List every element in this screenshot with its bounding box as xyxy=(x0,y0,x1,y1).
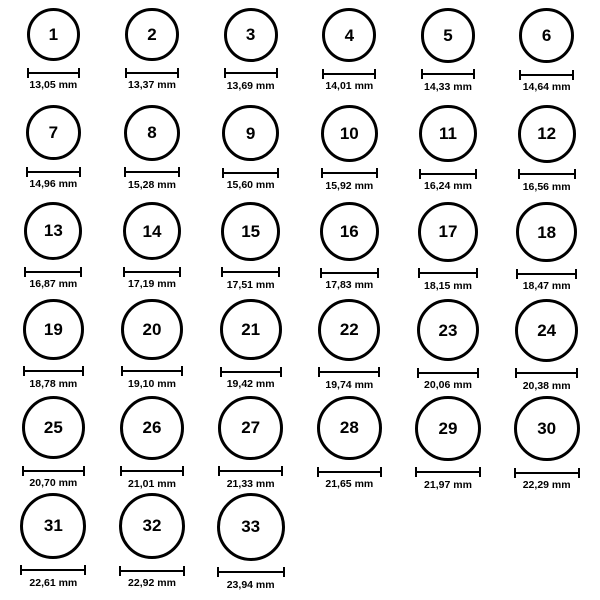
diameter-measure-line xyxy=(20,566,86,575)
ring-circle xyxy=(23,299,84,360)
ring-cell xyxy=(103,105,202,202)
diameter-value: 13,69 mm xyxy=(226,79,275,92)
diameter-measure-line xyxy=(519,70,574,79)
diameter-value: 13,37 mm xyxy=(128,79,176,92)
ring-circle xyxy=(421,8,476,63)
ring-circle xyxy=(123,202,182,261)
ring-circle xyxy=(217,493,285,561)
ring-size-label: 33 xyxy=(241,517,261,536)
ring-circle xyxy=(26,105,82,161)
ring-circle xyxy=(317,396,382,461)
ring-cell xyxy=(300,105,399,202)
diameter-measure-line xyxy=(418,269,478,278)
diameter-value: 20,38 mm xyxy=(522,379,571,392)
diameter-measure-line xyxy=(120,467,184,476)
ring-size-label: 1 xyxy=(48,25,59,44)
ring-size-label: 14 xyxy=(142,221,162,241)
diameter-measure-line xyxy=(119,566,186,575)
ring-circle xyxy=(20,493,86,559)
measure-bar xyxy=(519,74,574,76)
diameter-value: 15,92 mm xyxy=(325,179,374,192)
diameter-measure-line xyxy=(218,467,282,476)
measure-bar xyxy=(515,372,578,374)
ring-cell xyxy=(201,396,300,493)
diameter-measure-line xyxy=(421,70,476,79)
measure-bar xyxy=(121,370,182,372)
ring-cell xyxy=(497,8,596,105)
measure-bar xyxy=(518,173,576,175)
ring-cell xyxy=(4,299,103,396)
measure-bar xyxy=(22,470,86,472)
ring-circle xyxy=(224,8,278,62)
diameter-value: 14,33 mm xyxy=(424,80,472,93)
diameter-value: 18,47 mm xyxy=(522,280,571,293)
diameter-value: 19,10 mm xyxy=(128,377,176,390)
diameter-value: 17,83 mm xyxy=(325,279,374,292)
measure-bar xyxy=(318,371,380,373)
diameter-value: 14,01 mm xyxy=(325,80,374,93)
diameter-value: 14,64 mm xyxy=(522,81,571,94)
measure-bar xyxy=(516,273,577,275)
ring-circle xyxy=(22,396,86,460)
ring-cell xyxy=(399,8,498,105)
diameter-value: 15,60 mm xyxy=(226,179,275,192)
diameter-value: 18,78 mm xyxy=(29,377,78,390)
ring-size-label: 11 xyxy=(439,124,457,144)
measure-bar xyxy=(415,471,480,473)
ring-size-label: 30 xyxy=(537,418,557,438)
measure-bar xyxy=(317,471,382,473)
diameter-measure-line xyxy=(320,268,380,277)
measure-bar xyxy=(217,571,285,573)
ring-circle xyxy=(220,299,282,361)
measure-bar xyxy=(120,470,184,472)
ring-circle xyxy=(119,493,186,560)
diameter-measure-line xyxy=(222,168,279,177)
ring-circle xyxy=(320,202,380,262)
diameter-value: 22,92 mm xyxy=(128,577,176,590)
measure-bar xyxy=(124,171,180,173)
diameter-measure-line xyxy=(27,68,80,77)
ring-cell xyxy=(4,8,103,105)
ring-cell xyxy=(103,299,202,396)
ring-cell xyxy=(399,299,498,396)
ring-cell xyxy=(300,396,399,493)
ring-size-label: 17 xyxy=(438,222,458,242)
diameter-measure-line xyxy=(318,368,380,377)
ring-circle xyxy=(418,202,478,262)
diameter-measure-line xyxy=(516,269,577,278)
ring-circle xyxy=(415,396,480,461)
ring-circle xyxy=(419,105,476,162)
ring-circle xyxy=(321,105,378,162)
diameter-measure-line xyxy=(317,467,382,476)
ring-size-label: 16 xyxy=(339,222,359,242)
ring-cell xyxy=(201,299,300,396)
ring-size-label: 32 xyxy=(142,516,162,536)
ring-size-label: 8 xyxy=(147,123,157,143)
diameter-measure-line xyxy=(322,69,376,78)
measure-bar xyxy=(125,72,178,74)
ring-cell xyxy=(103,396,202,493)
ring-size-label: 2 xyxy=(147,25,157,45)
diameter-value: 21,97 mm xyxy=(424,478,472,491)
ring-cell xyxy=(201,8,300,105)
measure-bar xyxy=(123,271,182,273)
ring-cell xyxy=(201,202,300,299)
ring-size-label: 13 xyxy=(43,221,63,241)
diameter-measure-line xyxy=(22,466,86,475)
ring-cell xyxy=(300,202,399,299)
ring-cell xyxy=(300,299,399,396)
diameter-value: 23,94 mm xyxy=(226,578,275,591)
ring-size-label: 20 xyxy=(142,319,162,339)
ring-cell xyxy=(201,493,300,591)
measure-bar xyxy=(320,272,380,274)
diameter-measure-line xyxy=(123,267,182,276)
measure-bar xyxy=(224,72,278,74)
ring-size-label: 4 xyxy=(344,25,355,45)
ring-size-label: 27 xyxy=(241,418,261,438)
diameter-value: 16,87 mm xyxy=(29,278,78,291)
ring-cell xyxy=(399,105,498,202)
ring-circle xyxy=(218,396,282,460)
ring-circle xyxy=(24,202,82,260)
ring-size-label: 10 xyxy=(339,123,359,143)
diameter-value: 21,33 mm xyxy=(226,477,275,490)
ring-cell xyxy=(399,396,498,493)
ring-cell xyxy=(4,493,103,591)
diameter-measure-line xyxy=(321,169,378,178)
ring-cell xyxy=(201,105,300,202)
ring-circle xyxy=(515,299,578,362)
ring-size-label: 19 xyxy=(43,319,63,339)
diameter-measure-line xyxy=(217,568,285,577)
measure-bar xyxy=(421,73,476,75)
diameter-value: 15,28 mm xyxy=(128,178,176,191)
measure-bar xyxy=(321,172,378,174)
diameter-measure-line xyxy=(419,169,476,178)
ring-cell xyxy=(497,299,596,396)
ring-size-label: 24 xyxy=(537,320,557,340)
ring-circle xyxy=(516,202,577,263)
ring-circle xyxy=(318,299,380,361)
measure-bar xyxy=(221,271,280,273)
diameter-value: 22,29 mm xyxy=(522,479,571,492)
ring-cell xyxy=(399,202,498,299)
ring-size-label: 18 xyxy=(537,222,557,242)
measure-bar xyxy=(20,569,86,571)
diameter-measure-line xyxy=(23,367,84,376)
measure-bar xyxy=(119,570,186,572)
ring-cell xyxy=(103,202,202,299)
diameter-measure-line xyxy=(220,367,282,376)
ring-size-label: 23 xyxy=(438,320,458,340)
measure-bar xyxy=(417,372,480,374)
ring-size-label: 22 xyxy=(339,320,359,340)
diameter-value: 20,06 mm xyxy=(424,379,472,392)
ring-cell xyxy=(4,105,103,202)
ring-cell xyxy=(497,396,596,493)
diameter-value: 19,42 mm xyxy=(226,378,275,391)
ring-circle xyxy=(222,105,279,162)
ring-circle xyxy=(514,396,580,462)
ring-circle xyxy=(519,8,574,63)
ring-size-label: 29 xyxy=(438,418,458,438)
measure-bar xyxy=(419,173,476,175)
diameter-value: 16,24 mm xyxy=(424,180,472,193)
ring-size-label: 25 xyxy=(43,417,63,437)
ring-circle xyxy=(124,105,180,161)
ring-size-label: 5 xyxy=(443,25,453,45)
diameter-measure-line xyxy=(24,267,82,276)
diameter-measure-line xyxy=(518,170,576,179)
measure-bar xyxy=(24,271,82,273)
diameter-measure-line xyxy=(514,468,580,477)
ring-circle xyxy=(120,396,184,460)
ring-circle xyxy=(125,8,178,61)
ring-size-label: 26 xyxy=(142,418,162,438)
ring-cell xyxy=(300,8,399,105)
diameter-value: 21,65 mm xyxy=(325,478,374,491)
diameter-measure-line xyxy=(125,68,178,77)
diameter-value: 13,05 mm xyxy=(29,79,78,91)
ring-cell xyxy=(4,202,103,299)
measure-bar xyxy=(222,172,279,174)
diameter-value: 21,01 mm xyxy=(128,477,176,490)
ring-cell xyxy=(4,396,103,493)
diameter-value: 20,70 mm xyxy=(29,477,78,490)
diameter-measure-line xyxy=(124,168,180,177)
ring-size-label: 3 xyxy=(245,25,256,45)
diameter-value: 22,61 mm xyxy=(29,576,78,589)
ring-circle xyxy=(322,8,376,62)
diameter-value: 17,19 mm xyxy=(128,278,176,291)
ring-circle xyxy=(518,105,576,163)
diameter-measure-line xyxy=(417,368,480,377)
ring-circle xyxy=(417,299,480,362)
diameter-value: 18,15 mm xyxy=(424,279,472,292)
diameter-measure-line xyxy=(415,468,480,477)
ring-size-label: 28 xyxy=(339,418,359,438)
ring-size-label: 6 xyxy=(541,26,552,46)
measure-bar xyxy=(220,371,282,373)
ring-size-label: 12 xyxy=(537,124,557,144)
ring-size-label: 15 xyxy=(241,221,261,241)
measure-bar xyxy=(322,73,376,75)
measure-bar xyxy=(218,470,282,472)
ring-size-label: 7 xyxy=(48,123,59,143)
ring-cell xyxy=(103,8,202,105)
ring-cell xyxy=(497,202,596,299)
diameter-measure-line xyxy=(121,367,182,376)
diameter-measure-line xyxy=(26,167,82,176)
ring-circle xyxy=(27,8,80,61)
ring-size-label: 31 xyxy=(43,516,63,536)
diameter-measure-line xyxy=(221,268,280,277)
diameter-value: 14,96 mm xyxy=(29,178,78,191)
ring-cell xyxy=(497,105,596,202)
measure-bar xyxy=(23,370,84,372)
diameter-value: 16,56 mm xyxy=(522,180,571,193)
ring-size-label: 21 xyxy=(241,320,261,340)
measure-bar xyxy=(418,272,478,274)
ring-circle xyxy=(221,202,280,261)
ring-cell xyxy=(103,493,202,591)
diameter-value: 19,74 mm xyxy=(325,378,374,391)
diameter-value: 17,51 mm xyxy=(226,278,275,291)
measure-bar xyxy=(514,472,580,474)
ring-size-label: 9 xyxy=(245,123,256,143)
measure-bar xyxy=(26,171,82,173)
diameter-measure-line xyxy=(515,369,578,378)
measure-bar xyxy=(27,72,80,74)
ring-circle xyxy=(121,299,182,360)
diameter-measure-line xyxy=(224,69,278,78)
